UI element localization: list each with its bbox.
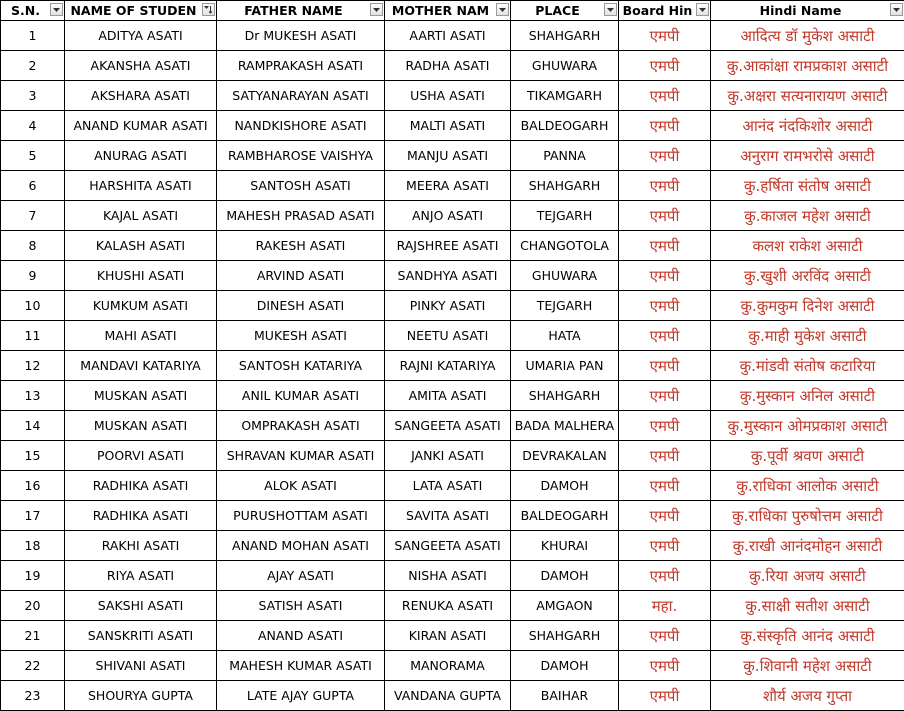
cell-board-hindi[interactable]: एमपी (619, 681, 711, 711)
column-header-label: FATHER NAME (244, 3, 343, 18)
cell-sn[interactable]: 4 (1, 111, 65, 141)
cell-sn[interactable]: 19 (1, 561, 65, 591)
cell-father-name[interactable]: MUKESH ASATI (217, 321, 385, 351)
cell-father-name[interactable]: SHRAVAN KUMAR ASATI (217, 441, 385, 471)
cell-student-name[interactable]: SAKSHI ASATI (65, 591, 217, 621)
cell-father-name[interactable]: RAMBHAROSE VAISHYA (217, 141, 385, 171)
cell-hindi-name[interactable]: आनंद नंदकिशोर असाटी (711, 111, 904, 141)
cell-mother-name[interactable]: USHA ASATI (385, 81, 511, 111)
cell-sn[interactable]: 22 (1, 651, 65, 681)
table-row (1, 471, 904, 501)
cell-place[interactable]: SHAHGARH (511, 21, 619, 51)
cell-sn[interactable]: 13 (1, 381, 65, 411)
cell-father-name[interactable]: SATYANARAYAN ASATI (217, 81, 385, 111)
cell-hindi-name[interactable]: कु.अक्षरा सत्यनारायण असाटी (711, 81, 904, 111)
cell-place[interactable]: DAMOH (511, 471, 619, 501)
cell-place[interactable]: TEJGARH (511, 291, 619, 321)
column-header-label: PLACE (535, 3, 580, 18)
cell-student-name[interactable]: ANAND KUMAR ASATI (65, 111, 217, 141)
cell-board-hindi[interactable]: एमपी (619, 651, 711, 681)
cell-board-hindi[interactable]: एमपी (619, 81, 711, 111)
column-header-student-name[interactable] (65, 1, 217, 21)
cell-father-name[interactable]: NANDKISHORE ASATI (217, 111, 385, 141)
cell-hindi-name[interactable]: कु.राखी आनंदमोहन असाटी (711, 531, 904, 561)
filter-dropdown-icon[interactable] (50, 3, 63, 16)
cell-place[interactable]: PANNA (511, 141, 619, 171)
cell-student-name[interactable]: RADHIKA ASATI (65, 471, 217, 501)
table-row (1, 411, 904, 441)
cell-mother-name[interactable]: SANGEETA ASATI (385, 411, 511, 441)
cell-student-name[interactable]: HARSHITA ASATI (65, 171, 217, 201)
cell-father-name[interactable]: AJAY ASATI (217, 561, 385, 591)
table-row (1, 651, 904, 681)
cell-sn[interactable]: 17 (1, 501, 65, 531)
table-row (1, 141, 904, 171)
cell-father-name[interactable]: ANAND ASATI (217, 621, 385, 651)
column-header-hindi-name[interactable] (711, 1, 904, 21)
cell-board-hindi[interactable]: एमपी (619, 291, 711, 321)
cell-father-name[interactable]: ALOK ASATI (217, 471, 385, 501)
cell-board-hindi[interactable]: महा. (619, 591, 711, 621)
cell-hindi-name[interactable]: कु.खुशी अरविंद असाटी (711, 261, 904, 291)
cell-place[interactable]: KHURAI (511, 531, 619, 561)
cell-board-hindi[interactable]: एमपी (619, 411, 711, 441)
cell-board-hindi[interactable]: एमपी (619, 141, 711, 171)
column-header-label: MOTHER NAM (391, 3, 490, 18)
cell-sn[interactable]: 21 (1, 621, 65, 651)
table-row (1, 381, 904, 411)
cell-mother-name[interactable]: KIRAN ASATI (385, 621, 511, 651)
column-header-label: Hindi Name (759, 3, 842, 18)
cell-sn[interactable]: 16 (1, 471, 65, 501)
cell-student-name[interactable]: RADHIKA ASATI (65, 501, 217, 531)
table-row (1, 81, 904, 111)
cell-board-hindi[interactable]: एमपी (619, 561, 711, 591)
table-row (1, 261, 904, 291)
table-row (1, 111, 904, 141)
cell-place[interactable]: GHUWARA (511, 51, 619, 81)
cell-hindi-name[interactable]: कु.पूर्वी श्रवण असाटी (711, 441, 904, 471)
cell-mother-name[interactable]: ANJO ASATI (385, 201, 511, 231)
cell-father-name[interactable]: MAHESH KUMAR ASATI (217, 651, 385, 681)
cell-board-hindi[interactable]: एमपी (619, 171, 711, 201)
cell-mother-name[interactable]: PINKY ASATI (385, 291, 511, 321)
cell-mother-name[interactable]: SAVITA ASATI (385, 501, 511, 531)
cell-hindi-name[interactable]: आदित्य डॉ मुकेश असाटी (711, 21, 904, 51)
cell-hindi-name[interactable]: कु.संस्कृति आनंद असाटी (711, 621, 904, 651)
cell-board-hindi[interactable]: एमपी (619, 381, 711, 411)
cell-student-name[interactable]: AKSHARA ASATI (65, 81, 217, 111)
cell-mother-name[interactable]: NEETU ASATI (385, 321, 511, 351)
table-body (1, 21, 904, 711)
cell-hindi-name[interactable]: कलश राकेश असाटी (711, 231, 904, 261)
table-row (1, 591, 904, 621)
cell-mother-name[interactable]: MANJU ASATI (385, 141, 511, 171)
cell-mother-name[interactable]: NISHA ASATI (385, 561, 511, 591)
cell-father-name[interactable]: PURUSHOTTAM ASATI (217, 501, 385, 531)
column-header-place[interactable] (511, 1, 619, 21)
cell-board-hindi[interactable]: एमपी (619, 621, 711, 651)
cell-father-name[interactable]: RAKESH ASATI (217, 231, 385, 261)
cell-student-name[interactable]: RAKHI ASATI (65, 531, 217, 561)
cell-board-hindi[interactable]: एमपी (619, 21, 711, 51)
table-row (1, 171, 904, 201)
cell-student-name[interactable]: ANURAG ASATI (65, 141, 217, 171)
cell-place[interactable]: GHUWARA (511, 261, 619, 291)
cell-father-name[interactable]: ANAND MOHAN ASATI (217, 531, 385, 561)
cell-board-hindi[interactable]: एमपी (619, 201, 711, 231)
cell-student-name[interactable]: MANDAVI KATARIYA (65, 351, 217, 381)
header-row (1, 1, 904, 21)
cell-hindi-name[interactable]: कु.आकांक्षा रामप्रकाश असाटी (711, 51, 904, 81)
column-header-sn[interactable] (1, 1, 65, 21)
cell-father-name[interactable]: MAHESH PRASAD ASATI (217, 201, 385, 231)
cell-board-hindi[interactable]: एमपी (619, 531, 711, 561)
column-header-mother-name[interactable] (385, 1, 511, 21)
table-row (1, 231, 904, 261)
cell-mother-name[interactable]: LATA ASATI (385, 471, 511, 501)
cell-board-hindi[interactable]: एमपी (619, 111, 711, 141)
cell-father-name[interactable]: SANTOSH ASATI (217, 171, 385, 201)
cell-place[interactable]: SHAHGARH (511, 171, 619, 201)
cell-mother-name[interactable]: MANORAMA (385, 651, 511, 681)
cell-sn[interactable]: 15 (1, 441, 65, 471)
cell-place[interactable]: DEVRAKALAN (511, 441, 619, 471)
filter-dropdown-icon[interactable] (496, 3, 509, 16)
table-row (1, 351, 904, 381)
cell-student-name[interactable]: SANSKRITI ASATI (65, 621, 217, 651)
cell-board-hindi[interactable]: एमपी (619, 501, 711, 531)
cell-sn[interactable]: 2 (1, 51, 65, 81)
table-row (1, 201, 904, 231)
cell-place[interactable]: AMGAON (511, 591, 619, 621)
cell-sn[interactable]: 12 (1, 351, 65, 381)
cell-place[interactable]: DAMOH (511, 651, 619, 681)
cell-sn[interactable]: 3 (1, 81, 65, 111)
cell-sn[interactable]: 8 (1, 231, 65, 261)
table-row (1, 441, 904, 471)
cell-student-name[interactable]: KAJAL ASATI (65, 201, 217, 231)
cell-hindi-name[interactable]: कु.शिवानी महेश असाटी (711, 651, 904, 681)
cell-mother-name[interactable]: VANDANA GUPTA (385, 681, 511, 711)
cell-sn[interactable]: 10 (1, 291, 65, 321)
cell-place[interactable]: BALDEOGARH (511, 111, 619, 141)
cell-hindi-name[interactable]: कु.राधिका आलोक असाटी (711, 471, 904, 501)
cell-place[interactable]: SHAHGARH (511, 381, 619, 411)
filter-dropdown-icon[interactable] (696, 3, 709, 16)
cell-board-hindi[interactable]: एमपी (619, 231, 711, 261)
table-row (1, 321, 904, 351)
cell-father-name[interactable]: SANTOSH KATARIYA (217, 351, 385, 381)
cell-sn[interactable]: 1 (1, 21, 65, 51)
table-row (1, 621, 904, 651)
cell-place[interactable]: CHANGOTOLA (511, 231, 619, 261)
cell-board-hindi[interactable]: एमपी (619, 471, 711, 501)
column-header-label: Board Hin (622, 3, 693, 18)
cell-sn[interactable]: 23 (1, 681, 65, 711)
cell-place[interactable]: BADA MALHERA (511, 411, 619, 441)
cell-mother-name[interactable]: RAJSHREE ASATI (385, 231, 511, 261)
cell-father-name[interactable]: ANIL KUMAR ASATI (217, 381, 385, 411)
cell-father-name[interactable]: SATISH ASATI (217, 591, 385, 621)
cell-sn[interactable]: 7 (1, 201, 65, 231)
column-header-board-hindi[interactable] (619, 1, 711, 21)
cell-board-hindi[interactable]: एमपी (619, 51, 711, 81)
cell-hindi-name[interactable]: शौर्य अजय गुप्ता (711, 681, 904, 711)
cell-student-name[interactable]: MAHI ASATI (65, 321, 217, 351)
cell-mother-name[interactable]: AMITA ASATI (385, 381, 511, 411)
filter-dropdown-icon[interactable] (890, 3, 903, 16)
cell-place[interactable]: TIKAMGARH (511, 81, 619, 111)
cell-sn[interactable]: 5 (1, 141, 65, 171)
table-row (1, 51, 904, 81)
cell-mother-name[interactable]: RAJNI KATARIYA (385, 351, 511, 381)
cell-sn[interactable]: 14 (1, 411, 65, 441)
cell-mother-name[interactable]: JANKI ASATI (385, 441, 511, 471)
cell-student-name[interactable]: KUMKUM ASATI (65, 291, 217, 321)
table-row (1, 291, 904, 321)
cell-sn[interactable]: 18 (1, 531, 65, 561)
table-row (1, 531, 904, 561)
cell-mother-name[interactable]: AARTI ASATI (385, 21, 511, 51)
cell-student-name[interactable]: KALASH ASATI (65, 231, 217, 261)
cell-place[interactable]: BALDEOGARH (511, 501, 619, 531)
cell-mother-name[interactable]: RADHA ASATI (385, 51, 511, 81)
column-header-father-name[interactable] (217, 1, 385, 21)
cell-student-name[interactable]: MUSKAN ASATI (65, 381, 217, 411)
cell-place[interactable]: SHAHGARH (511, 621, 619, 651)
cell-hindi-name[interactable]: कु.राधिका पुरुषोत्तम असाटी (711, 501, 904, 531)
cell-hindi-name[interactable]: कु.मांडवी संतोष कटारिया (711, 351, 904, 381)
cell-student-name[interactable]: POORVI ASATI (65, 441, 217, 471)
cell-mother-name[interactable]: MALTI ASATI (385, 111, 511, 141)
cell-mother-name[interactable]: RENUKA ASATI (385, 591, 511, 621)
cell-father-name[interactable]: OMPRAKASH ASATI (217, 411, 385, 441)
table-row (1, 561, 904, 591)
cell-hindi-name[interactable]: कु.माही मुकेश असाटी (711, 321, 904, 351)
cell-hindi-name[interactable]: कु.रिया अजय असाटी (711, 561, 904, 591)
cell-sn[interactable]: 6 (1, 171, 65, 201)
cell-board-hindi[interactable]: एमपी (619, 351, 711, 381)
table-row (1, 501, 904, 531)
filter-dropdown-icon[interactable] (370, 3, 383, 16)
cell-student-name[interactable]: ADITYA ASATI (65, 21, 217, 51)
cell-hindi-name[interactable]: कु.मुस्कान अनिल असाटी (711, 381, 904, 411)
cell-student-name[interactable]: SHIVANI ASATI (65, 651, 217, 681)
filter-dropdown-icon[interactable] (604, 3, 617, 16)
cell-board-hindi[interactable]: एमपी (619, 261, 711, 291)
cell-board-hindi[interactable]: एमपी (619, 321, 711, 351)
cell-place[interactable]: UMARIA PAN (511, 351, 619, 381)
cell-place[interactable]: HATA (511, 321, 619, 351)
column-header-label: NAME OF STUDEN (70, 3, 197, 18)
cell-place[interactable]: DAMOH (511, 561, 619, 591)
cell-hindi-name[interactable]: अनुराग रामभरोसे असाटी (711, 141, 904, 171)
cell-mother-name[interactable]: SANDHYA ASATI (385, 261, 511, 291)
cell-place[interactable]: TEJGARH (511, 201, 619, 231)
table-row (1, 681, 904, 711)
cell-hindi-name[interactable]: कु.मुस्कान ओमप्रकाश असाटी (711, 411, 904, 441)
cell-student-name[interactable]: MUSKAN ASATI (65, 411, 217, 441)
cell-father-name[interactable]: DINESH ASATI (217, 291, 385, 321)
cell-hindi-name[interactable]: कु.साक्षी सतीश असाटी (711, 591, 904, 621)
cell-father-name[interactable]: RAMPRAKASH ASATI (217, 51, 385, 81)
cell-hindi-name[interactable]: कु.काजल महेश असाटी (711, 201, 904, 231)
cell-student-name[interactable]: RIYA ASATI (65, 561, 217, 591)
cell-student-name[interactable]: SHOURYA GUPTA (65, 681, 217, 711)
cell-mother-name[interactable]: MEERA ASATI (385, 171, 511, 201)
cell-father-name[interactable]: LATE AJAY GUPTA (217, 681, 385, 711)
cell-hindi-name[interactable]: कु.हर्षिता संतोष असाटी (711, 171, 904, 201)
cell-mother-name[interactable]: SANGEETA ASATI (385, 531, 511, 561)
cell-place[interactable]: BAIHAR (511, 681, 619, 711)
cell-hindi-name[interactable]: कु.कुमकुम दिनेश असाटी (711, 291, 904, 321)
cell-board-hindi[interactable]: एमपी (619, 441, 711, 471)
table-row (1, 21, 904, 51)
cell-sn[interactable]: 11 (1, 321, 65, 351)
cell-father-name[interactable]: Dr MUKESH ASATI (217, 21, 385, 51)
cell-father-name[interactable]: ARVIND ASATI (217, 261, 385, 291)
cell-sn[interactable]: 9 (1, 261, 65, 291)
cell-student-name[interactable]: KHUSHI ASATI (65, 261, 217, 291)
cell-student-name[interactable]: AKANSHA ASATI (65, 51, 217, 81)
cell-sn[interactable]: 20 (1, 591, 65, 621)
column-header-label: S.N. (11, 3, 40, 18)
sorted-filter-icon[interactable] (202, 3, 215, 16)
